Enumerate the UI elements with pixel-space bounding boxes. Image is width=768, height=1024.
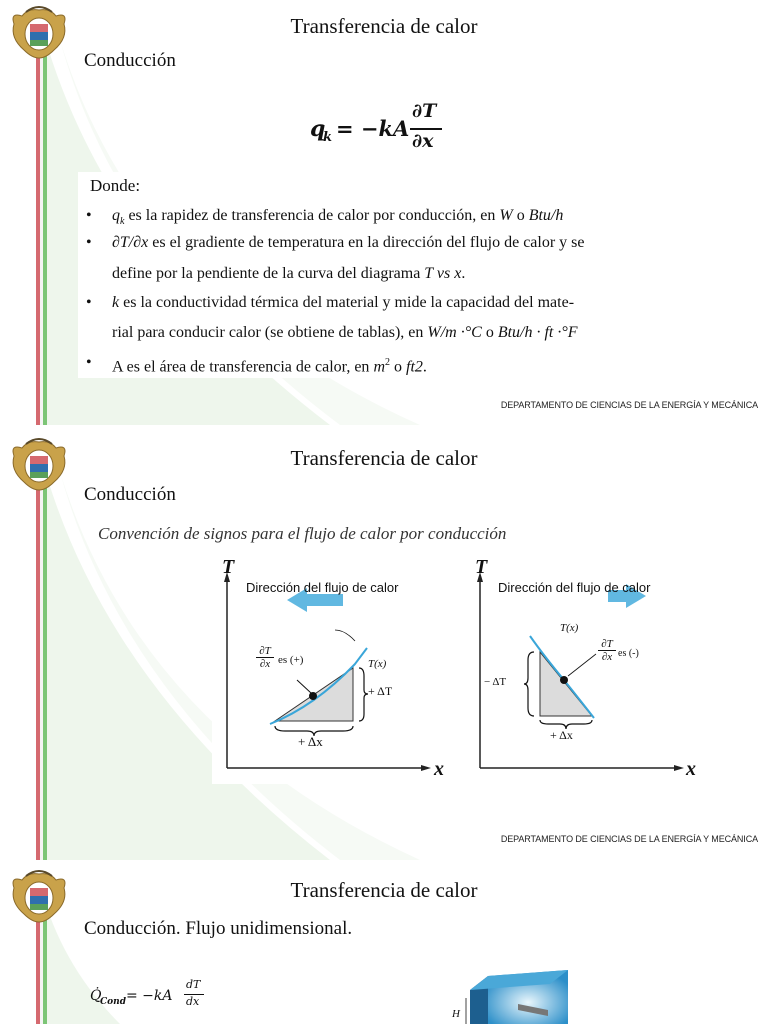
plane-wall-figure	[448, 964, 588, 1024]
right-delta-t: − ΔT	[484, 676, 507, 688]
bullet-2-line-2: define por la pendiente de la curva del diagrama T vs x.	[112, 265, 466, 282]
formula-den: ∂x	[412, 130, 434, 152]
formula-lhs-sub: k	[323, 130, 333, 145]
slide-1	[0, 0, 768, 425]
bullet-4-line: A es el área de transferencia de calor, en $m^2$ o ft2.	[112, 357, 427, 376]
bullet-2-line-1: ∂T/∂x es el gradiente de temperatura en la dirección del flujo de calor y se	[112, 234, 585, 251]
left-delta-x: + Δx	[298, 734, 323, 749]
sign-convention-caption: Convención de signos para el flujo de calor por conducción	[98, 524, 507, 543]
left-x-axis-label: x	[434, 758, 444, 780]
slide-title: Transferencia de calor	[290, 446, 478, 470]
bullet-dot: •	[86, 207, 92, 224]
slide-title: Transferencia de calor	[290, 14, 478, 38]
bullet-dot: •	[86, 294, 92, 311]
right-sign-label: es (-)	[618, 648, 639, 659]
slide-subtitle: Conducción. Flujo unidimensional.	[84, 918, 353, 939]
donde-label: Donde:	[90, 176, 141, 195]
left-sign-label: es (+)	[278, 654, 304, 666]
left-deriv: ∂T ∂x	[256, 645, 274, 670]
bullet-dot: •	[86, 354, 92, 371]
bullet-3-line-2: rial para conducir calor (se obtiene de tablas), en W/m ·°C o Btu/h · ft ·°F	[112, 324, 578, 341]
green-stripe	[43, 55, 47, 425]
bullet-dot: •	[86, 234, 92, 251]
conduction-formula	[310, 100, 450, 160]
slide-subtitle: Conducción	[84, 50, 176, 71]
bullet-3-line-1: k es la conductividad térmica del material y mide la capacidad del mate-	[112, 294, 575, 311]
footer-department: DEPARTAMENTO DE CIENCIAS DE LA ENERGÍA Y MECÁNICA	[500, 834, 758, 844]
figure-height-label: H	[452, 1008, 460, 1020]
green-stripe	[43, 919, 47, 1024]
cond-formula: Q̇ Cond = −kA dT dx	[90, 978, 230, 1018]
right-y-axis-label: T	[475, 556, 488, 578]
footer-department: DEPARTAMENTO DE CIENCIAS DE LA ENERGÍA Y MECÁNICA	[500, 400, 758, 410]
right-curve-label: T(x)	[560, 622, 579, 634]
formula-num: ∂T	[412, 100, 437, 122]
right-x-axis-label: x	[686, 758, 696, 780]
formula-eq: = −kA	[336, 116, 410, 141]
bullet-1-line: $q_k$ es la rapidez de transferencia de calor por conducción, en W o Btu/h	[112, 207, 564, 228]
right-flow-heading: Dirección del flujo de calor	[498, 580, 651, 595]
slide-title: Transferencia de calor	[290, 878, 478, 902]
left-y-axis-label: T	[222, 556, 235, 578]
left-flow-heading: Dirección del flujo de calor	[246, 580, 399, 595]
formula-lhs: q	[310, 116, 326, 142]
slide-2	[0, 432, 768, 860]
green-stripe	[43, 487, 47, 860]
left-delta-t: + ΔT	[368, 684, 393, 698]
slide-3	[0, 864, 768, 1024]
right-deriv: ∂T ∂x	[598, 638, 616, 663]
left-curve-label: T(x)	[368, 658, 387, 670]
right-delta-x: + Δx	[550, 728, 573, 742]
slide-subtitle: Conducción	[84, 484, 176, 505]
